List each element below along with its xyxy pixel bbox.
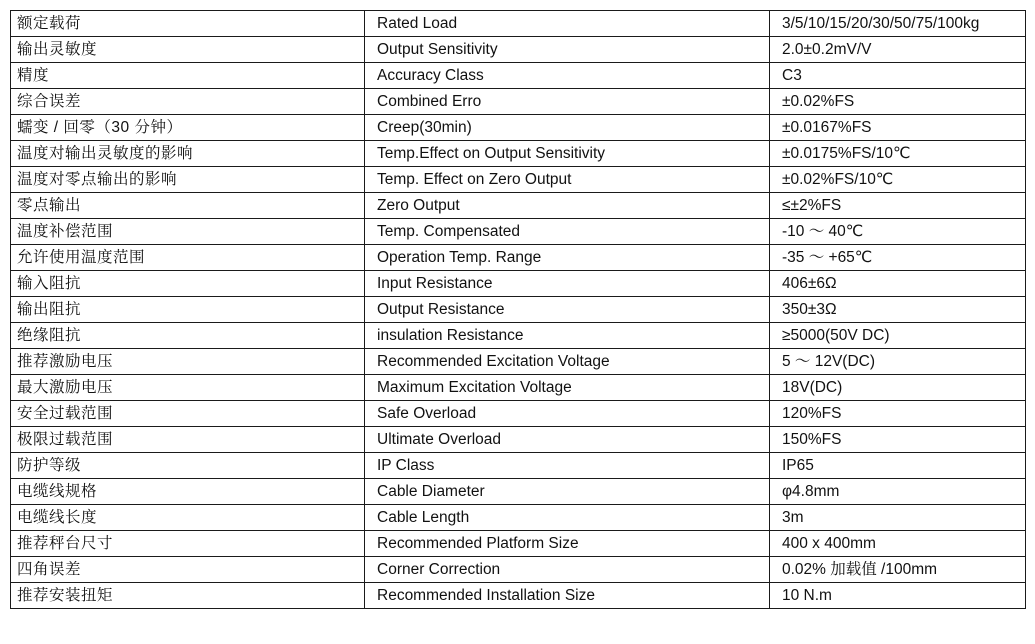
spec-param-cn: 四角误差 [11,557,365,583]
spec-table-body [11,11,1026,609]
spec-row [11,375,1026,401]
spec-row [11,401,1026,427]
spec-param-en: Recommended Platform Size [365,531,770,557]
spec-value: 3m [770,505,1026,531]
spec-param-en: Ultimate Overload [365,427,770,453]
spec-sheet [10,10,1026,609]
spec-param-cn: 输出阻抗 [11,297,365,323]
spec-value: 350±3Ω [770,297,1026,323]
spec-row [11,271,1026,297]
spec-param-cn: 零点输出 [11,193,365,219]
spec-param-en: Recommended Excitation Voltage [365,349,770,375]
spec-value: IP65 [770,453,1026,479]
spec-param-cn: 电缆线长度 [11,505,365,531]
spec-row [11,245,1026,271]
spec-row [11,11,1026,37]
spec-row [11,115,1026,141]
spec-param-en: Combined Erro [365,89,770,115]
spec-row [11,37,1026,63]
spec-value: φ4.8mm [770,479,1026,505]
spec-param-en: Output Resistance [365,297,770,323]
spec-row [11,557,1026,583]
spec-param-cn: 安全过载范围 [11,401,365,427]
spec-table [10,10,1026,609]
spec-param-cn: 最大激励电压 [11,375,365,401]
spec-value: -10 ～ 40℃ [770,219,1026,245]
spec-param-en: Rated Load [365,11,770,37]
spec-param-en: Cable Length [365,505,770,531]
spec-value: ±0.0175%FS/10℃ [770,141,1026,167]
spec-value: ±0.02%FS [770,89,1026,115]
spec-value: ±0.02%FS/10℃ [770,167,1026,193]
spec-row [11,583,1026,609]
spec-value: 406±6Ω [770,271,1026,297]
spec-value: 10 N.m [770,583,1026,609]
spec-param-en: Accuracy Class [365,63,770,89]
spec-param-en: insulation Resistance [365,323,770,349]
spec-param-cn: 温度补偿范围 [11,219,365,245]
spec-value: ±0.0167%FS [770,115,1026,141]
spec-value: 2.0±0.2mV/V [770,37,1026,63]
spec-value: C3 [770,63,1026,89]
spec-value: 120%FS [770,401,1026,427]
spec-param-en: Output Sensitivity [365,37,770,63]
spec-param-en: Recommended Installation Size [365,583,770,609]
spec-param-en: Safe Overload [365,401,770,427]
spec-param-cn: 绝缘阻抗 [11,323,365,349]
spec-param-cn: 输出灵敏度 [11,37,365,63]
spec-param-cn: 极限过载范围 [11,427,365,453]
spec-param-cn: 推荐激励电压 [11,349,365,375]
spec-param-en: Creep(30min) [365,115,770,141]
spec-value: -35 ～ +65℃ [770,245,1026,271]
spec-param-cn: 防护等级 [11,453,365,479]
spec-param-cn: 蠕变 / 回零（30 分钟） [11,115,365,141]
spec-param-en: Temp. Compensated [365,219,770,245]
spec-value: 5 ～ 12V(DC) [770,349,1026,375]
spec-param-cn: 温度对零点输出的影响 [11,167,365,193]
spec-param-en: Input Resistance [365,271,770,297]
spec-param-en: Corner Correction [365,557,770,583]
spec-param-en: Temp. Effect on Zero Output [365,167,770,193]
spec-row [11,427,1026,453]
spec-value: 400 x 400mm [770,531,1026,557]
spec-row [11,505,1026,531]
spec-param-cn: 推荐秤台尺寸 [11,531,365,557]
spec-row [11,193,1026,219]
spec-param-en: Cable Diameter [365,479,770,505]
spec-param-cn: 精度 [11,63,365,89]
spec-value: 0.02% 加载值 /100mm [770,557,1026,583]
spec-row [11,531,1026,557]
spec-value: 150%FS [770,427,1026,453]
spec-row [11,297,1026,323]
spec-param-en: Temp.Effect on Output Sensitivity [365,141,770,167]
spec-param-en: Maximum Excitation Voltage [365,375,770,401]
spec-param-cn: 电缆线规格 [11,479,365,505]
spec-param-en: IP Class [365,453,770,479]
spec-value: 3/5/10/15/20/30/50/75/100kg [770,11,1026,37]
spec-param-cn: 温度对输出灵敏度的影响 [11,141,365,167]
spec-row [11,167,1026,193]
spec-param-cn: 推荐安装扭矩 [11,583,365,609]
spec-row [11,219,1026,245]
spec-row [11,453,1026,479]
spec-row [11,141,1026,167]
spec-value: 18V(DC) [770,375,1026,401]
spec-value: ≤±2%FS [770,193,1026,219]
spec-row [11,323,1026,349]
spec-row [11,479,1026,505]
spec-row [11,89,1026,115]
spec-param-cn: 额定载荷 [11,11,365,37]
spec-row [11,349,1026,375]
spec-row [11,63,1026,89]
spec-param-en: Zero Output [365,193,770,219]
spec-param-cn: 输入阻抗 [11,271,365,297]
spec-param-cn: 综合误差 [11,89,365,115]
spec-value: ≥5000(50V DC) [770,323,1026,349]
spec-param-cn: 允许使用温度范围 [11,245,365,271]
spec-param-en: Operation Temp. Range [365,245,770,271]
